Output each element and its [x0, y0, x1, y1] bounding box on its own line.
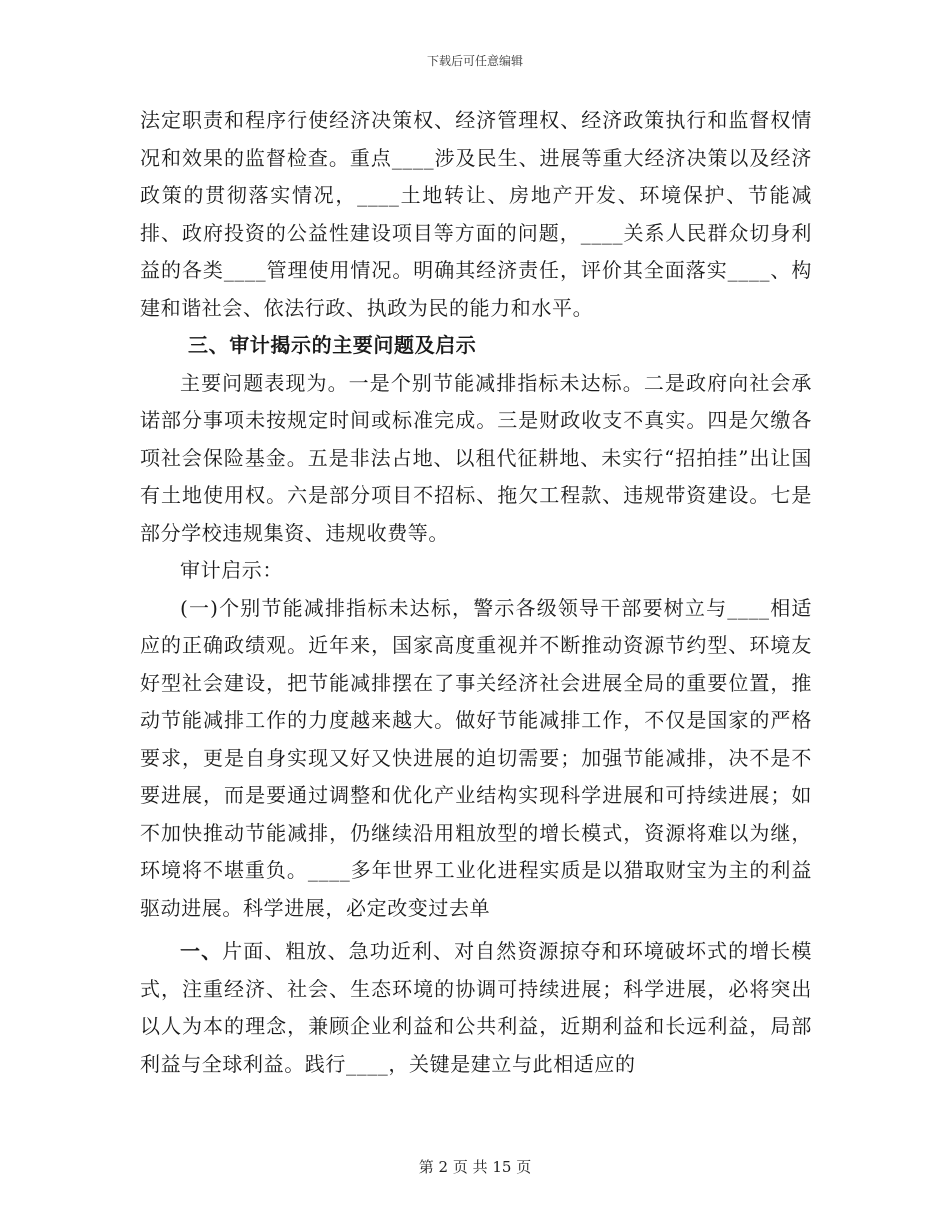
page-number-footer: 第 2 页 共 15 页: [418, 1158, 532, 1176]
paragraph-audit-scope: 法定职责和程序行使经济决策权、经济管理权、经济政策执行和监督权情况和效果的监督检查。重点____涉及民生、进展等重大经济决策以及经济政策的贯彻落实情况，____土地转让、房地产开发、环境保护、节能减排、政府投资的公益性建设项目等方面的问题，____关系人民群众切身利益的各类____管理使用情况。明确其经济责任，评价其全面落实____、构建和谐社会、依法行政、执政为民的能力和水平。: [140, 108, 812, 320]
paragraph-audit-insights-label: 审计启示：: [180, 558, 283, 582]
paragraph-insight-1: (一)个别节能减排指标未达标，警示各级领导干部要树立与____相适应的正确政绩观。近年来，国家高度重视并不断推动资源节约型、环境友好型社会建设，把节能减排摆在了事关经济社会进展全局的重要位置，推动节能减排工作的力度越来越大。做好节能减排工作，不仅是国家的严格要求，更是自身实现又好又快进展的迫切需要；加强节能减排，决不是不要进展，而是要通过调整和优化产业结构实现科学进展和可持续进展；如不加快推动节能减排，仍继续沿用粗放型的增长模式，资源将难以为继，环境将不堪重负。____多年世界工业化进程实质是以猎取财宝为主的利益驱动进展。科学进展，必定改变过去单: [140, 595, 812, 920]
paragraph-growth-model-text: 片面、粗放、急功近利、对自然资源掠夺和环境破坏式的增长模式，注重经济、社会、生态环境的协调可持续进展；科学进展，必将突出以人为本的理念，兼顾企业利益和公共利益，近期利益和长远利益，局部利益与全球利益。践行____，关键是建立与此相适应的: [140, 939, 812, 1076]
paragraph-growth-model: [140, 933, 812, 1083]
page-header-note: 下载后可任意编辑: [426, 54, 523, 68]
paragraph-main-problems: 主要问题表现为。一是个别节能减排指标未达标。二是政府向社会承诺部分事项未按规定时间或标准完成。三是财政收支不真实。四是欠缴各项社会保险基金。五是非法占地、以租代征耕地、未实行“招拍挂”出让国有土地使用权。六是部分项目不招标、拖欠工程款、违规带资建设。七是部分学校违规集资、违规收费等。: [140, 370, 812, 545]
section-heading-3: 三、审计揭示的主要问题及启示: [188, 333, 477, 357]
paragraph-lead-number: 一、: [180, 939, 223, 963]
document-body: [140, 102, 812, 1083]
